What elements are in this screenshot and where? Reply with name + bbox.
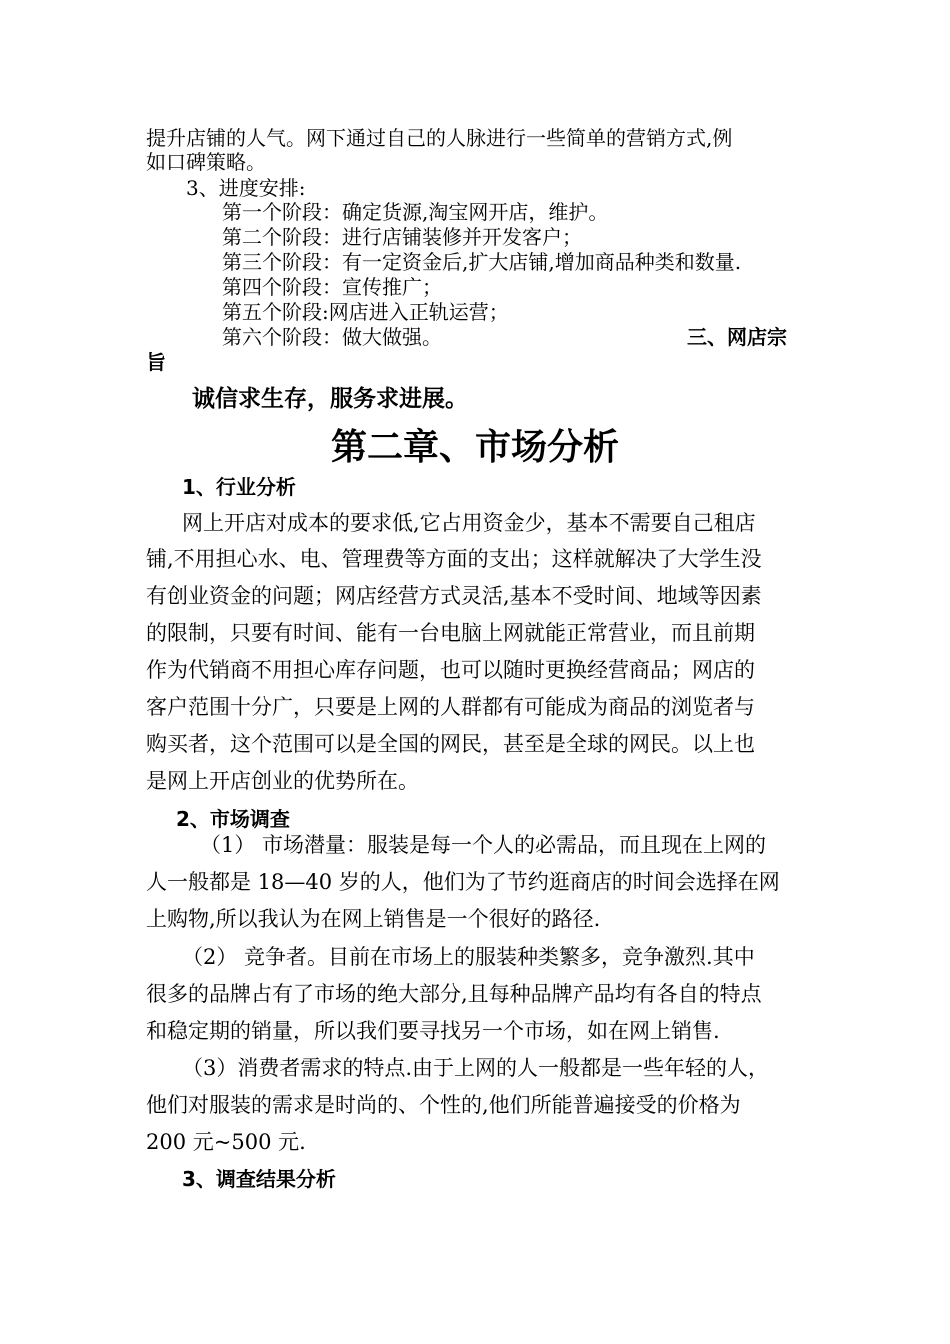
paragraph-line: 很多的品牌占有了市场的绝大部分,且每种品牌产品均有各自的特点 [146, 982, 762, 1006]
paragraph-line: 上购物,所以我认为在网上销售是一个很好的路径. [146, 907, 601, 931]
paragraph-line: 如口碑策略。 [146, 150, 266, 174]
shop-motto: 诚信求生存，服务求进展。 [192, 386, 468, 412]
results-heading: 3、调查结果分析 [182, 1167, 336, 1191]
paragraph-line: （3）消费者需求的特点.由于上网的人一般都是一些年轻的人， [182, 1056, 770, 1080]
paragraph-line: 的限制，只要有时间、能有一台电脑上网就能正常营业，而且前期 [146, 621, 755, 645]
paragraph-line: 人一般都是 18—40 岁的人，他们为了节约逛商店的时间会选择在网 [146, 870, 780, 894]
paragraph-line: 是网上开店创业的优势所在。 [146, 769, 419, 793]
paragraph-line: 提升店铺的人气。网下通过自己的人脉进行一些简单的营销方式,例 [146, 126, 733, 150]
paragraph-line: 购买者，这个范围可以是全国的网民，甚至是全球的网民。以上也 [146, 732, 755, 756]
section-three-title-cont: 旨 [146, 350, 166, 374]
paragraph-line: 铺,不用担心水、电、管理费等方面的支出；这样就解决了大学生没 [146, 547, 762, 571]
section-three-title: 三、网店宗 [687, 325, 787, 349]
survey-heading: 2、市场调查 [176, 807, 290, 831]
paragraph-line: 和稳定期的销量，所以我们要寻找另一个市场，如在网上销售. [146, 1019, 720, 1043]
paragraph-line: 有创业资金的问题；网店经营方式灵活,基本不受时间、地域等因素 [146, 584, 762, 608]
paragraph-line: 作为代销商不用担心库存问题，也可以随时更换经营商品；网店的 [146, 658, 755, 682]
paragraph-line: 客户范围十分广，只要是上网的人群都有可能成为商品的浏览者与 [146, 695, 755, 719]
stage-item: 第二个阶段：进行店铺装修并开发客户； [222, 225, 582, 249]
paragraph-line: （1） 市场潜量：服装是每一个人的必需品，而且现在上网的 [200, 833, 767, 857]
paragraph-line: （2） 竞争者。目前在市场上的服装种类繁多，竞争激烈.其中 [182, 945, 755, 969]
stage-item: 第四个阶段：宣传推广； [222, 275, 442, 299]
paragraph-line: 网上开店对成本的要求低,它占用资金少，基本不需要自己租店 [182, 511, 756, 535]
stage-item: 第三个阶段：有一定资金后,扩大店铺,增加商品种类和数量. [222, 250, 742, 274]
chapter-title: 第二章、市场分析 [330, 427, 619, 468]
stage-item: 第六个阶段：做大做强。 [222, 325, 442, 349]
schedule-heading: 3、进度安排: [186, 176, 306, 200]
paragraph-line: 200 元~500 元. [146, 1130, 306, 1154]
industry-heading: 1、行业分析 [182, 475, 296, 499]
stage-item: 第五个阶段:网店进入正轨运营； [222, 300, 509, 324]
paragraph-line: 他们对服装的需求是时尚的、个性的,他们所能普遍接受的价格为 [146, 1093, 741, 1117]
stage-item: 第一个阶段：确定货源,淘宝网开店，维护。 [222, 200, 609, 224]
